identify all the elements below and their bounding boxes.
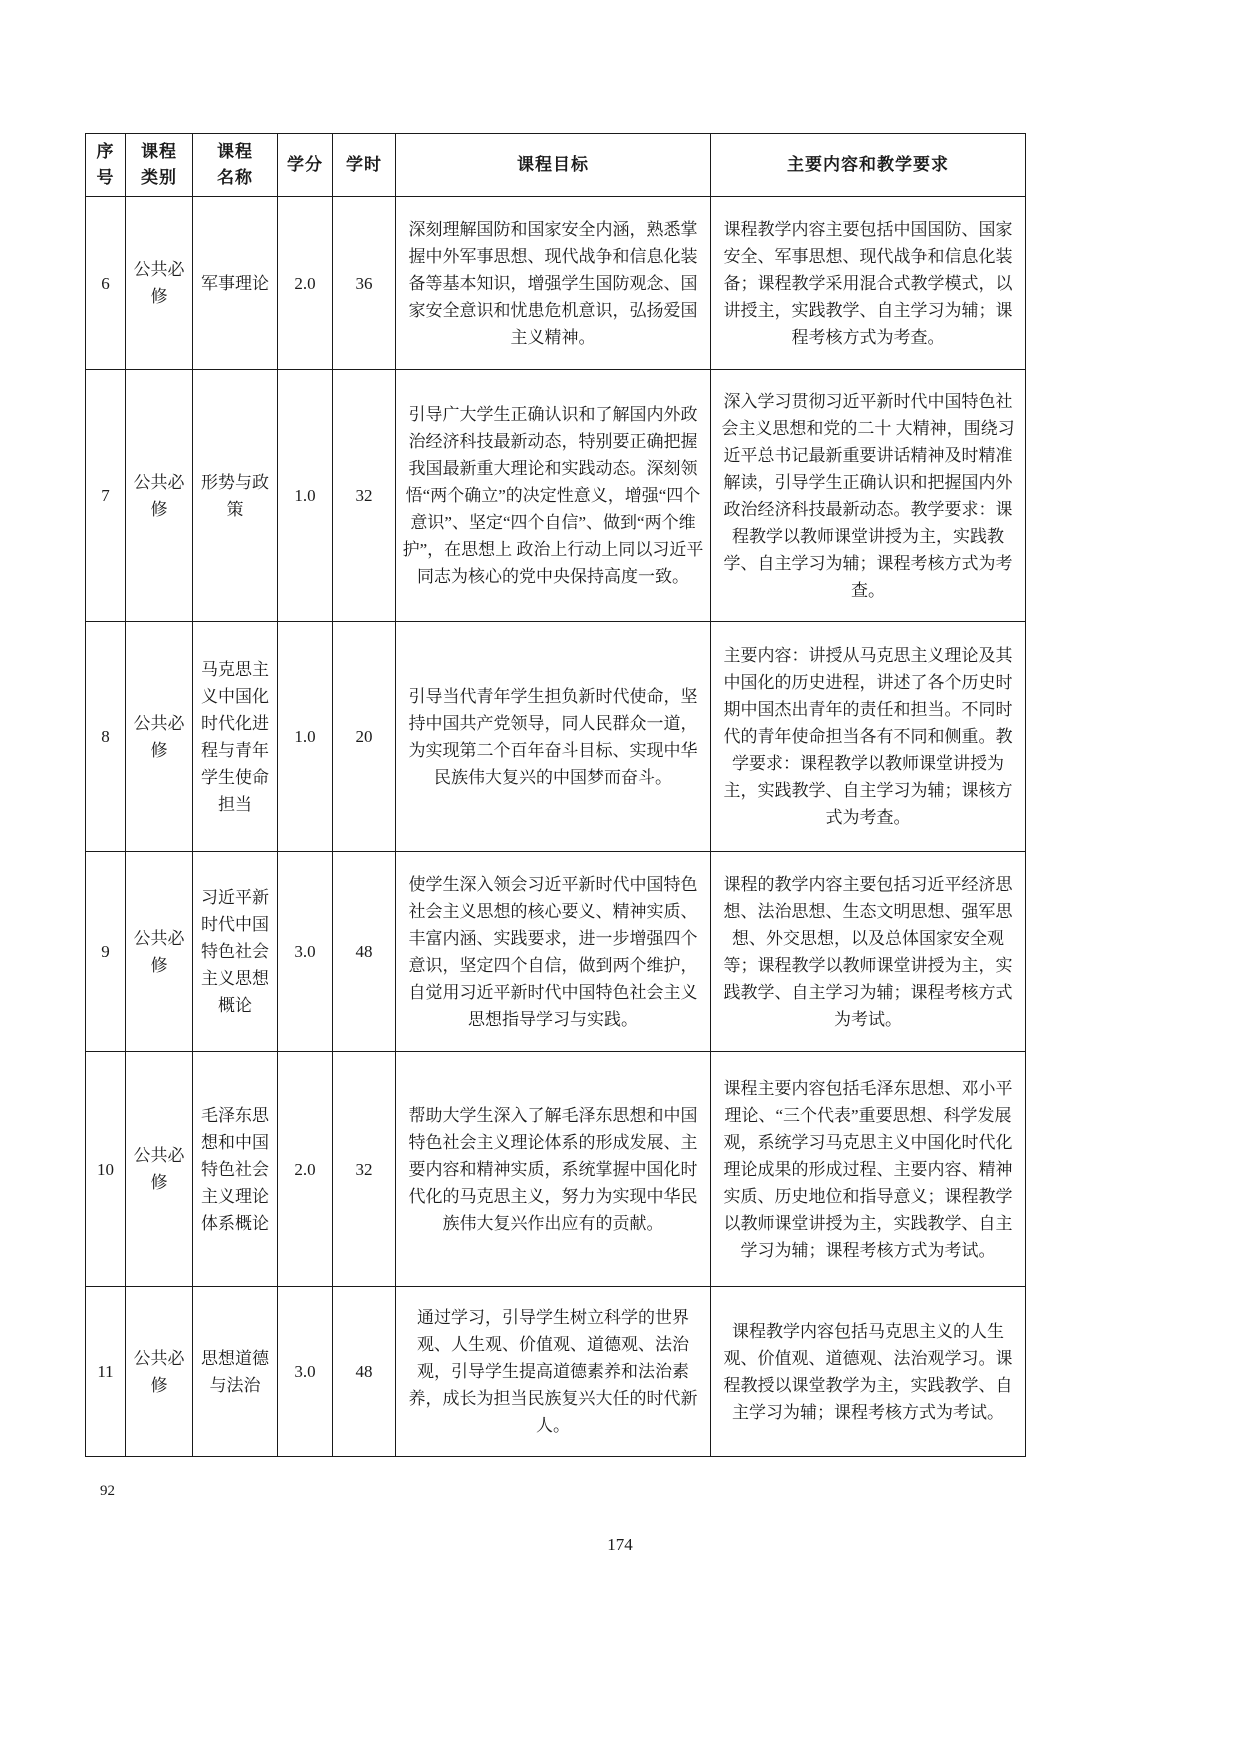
cell-content: 课程教学内容包括马克思主义的人生观、价值观、道德观、法治观学习。课程教授以课堂教学为主，实践教学、自主学习为辅；课程考核方式为考试。	[711, 1287, 1026, 1457]
header-cell-hours: 学时	[333, 134, 396, 197]
margin-note: 92	[100, 1483, 115, 1499]
cell-credits: 3.0	[278, 852, 333, 1052]
table-row	[86, 1287, 1026, 1457]
cell-objectives: 引导当代青年学生担负新时代使命，坚持中国共产党领导，同人民群众一道，为实现第二个百年奋斗目标、实现中华民族伟大复兴的中国梦而奋斗。	[396, 622, 711, 852]
cell-hours: 48	[333, 1287, 396, 1457]
cell-credits: 1.0	[278, 370, 333, 622]
cell-content: 课程的教学内容主要包括习近平经济思想、法治思想、生态文明思想、强军思想、外交思想，以及总体国家安全观等；课程教学以教师课堂讲授为主，实践教学、自主学习为辅；课程考核方式为考试。	[711, 852, 1026, 1052]
cell-name: 军事理论	[193, 197, 278, 370]
cell-content: 课程主要内容包括毛泽东思想、邓小平理论、“三个代表”重要思想、科学发展观，系统学习马克思主义中国化时代化理论成果的形成过程、主要内容、精神实质、历史地位和指导意义；课程教学以教师课堂讲授为主，实践教学、自主学习为辅；课程考核方式为考试。	[711, 1052, 1026, 1287]
table-row	[86, 1052, 1026, 1287]
cell-name: 形势与政策	[193, 370, 278, 622]
cell-objectives: 帮助大学生深入了解毛泽东思想和中国特色社会主义理论体系的形成发展、主要内容和精神实质，系统掌握中国化时代化的马克思主义，努力为实现中华民族伟大复兴作出应有的贡献。	[396, 1052, 711, 1287]
cell-name: 思想道德与法治	[193, 1287, 278, 1457]
cell-content: 主要内容：讲授从马克思主义理论及其中国化的历史进程，讲述了各个历史时期中国杰出青年的责任和担当。不同时代的青年使命担当各有不同和侧重。教学要求：课程教学以教师课堂讲授为主，实践教学、自主学习为辅；课核方式为考查。	[711, 622, 1026, 852]
cell-no: 10	[86, 1052, 126, 1287]
header-cell-credits: 学分	[278, 134, 333, 197]
cell-no: 6	[86, 197, 126, 370]
cell-objectives: 通过学习，引导学生树立科学的世界观、人生观、价值观、道德观、法治观，引导学生提高道德素养和法治素养，成长为担当民族复兴大任的时代新人。	[396, 1287, 711, 1457]
cell-credits: 3.0	[278, 1287, 333, 1457]
header-cell-category: 课程 类别	[126, 134, 193, 197]
cell-category: 公共必修	[126, 1052, 193, 1287]
cell-no: 7	[86, 370, 126, 622]
cell-hours: 36	[333, 197, 396, 370]
cell-objectives: 引导广大学生正确认识和了解国内外政治经济科技最新动态，特别要正确把握我国最新重大理论和实践动态。深刻领悟“两个确立”的决定性意义，增强“四个意识”、坚定“四个自信”、做到“两个维护”，在思想上 政治上行动上同以习近平同志为核心的党中央保持高度一致。	[396, 370, 711, 622]
cell-category: 公共必修	[126, 1287, 193, 1457]
cell-category: 公共必修	[126, 852, 193, 1052]
table-row	[86, 852, 1026, 1052]
table-row	[86, 197, 1026, 370]
course-table	[85, 133, 1026, 1457]
cell-credits: 2.0	[278, 197, 333, 370]
cell-hours: 32	[333, 1052, 396, 1287]
cell-hours: 48	[333, 852, 396, 1052]
cell-no: 9	[86, 852, 126, 1052]
page-number: 174	[607, 1535, 633, 1554]
cell-credits: 2.0	[278, 1052, 333, 1287]
table-row	[86, 370, 1026, 622]
header-cell-content: 主要内容和教学要求	[711, 134, 1026, 197]
cell-content: 课程教学内容主要包括中国国防、国家安全、军事思想、现代战争和信息化装备；课程教学采用混合式教学模式，以讲授主，实践教学、自主学习为辅；课程考核方式为考查。	[711, 197, 1026, 370]
header-cell-no: 序 号	[86, 134, 126, 197]
header-row	[86, 134, 1026, 197]
cell-no: 11	[86, 1287, 126, 1457]
cell-content: 深入学习贯彻习近平新时代中国特色社会主义思想和党的二十 大精神，围绕习近平总书记最新重要讲话精神及时精准解读，引导学生正确认识和把握国内外政治经济科技最新动态。教学要求：课程教学以教师课堂讲授为主，实践教学、自主学习为辅；课程考核方式为考查。	[711, 370, 1026, 622]
cell-objectives: 深刻理解国防和国家安全内涵，熟悉掌握中外军事思想、现代战争和信息化装备等基本知识，增强学生国防观念、国家安全意识和忧患危机意识，弘扬爱国主义精神。	[396, 197, 711, 370]
cell-category: 公共必修	[126, 197, 193, 370]
cell-name: 马克思主义中国化时代化进程与青年学生使命担当	[193, 622, 278, 852]
cell-category: 公共必修	[126, 370, 193, 622]
cell-category: 公共必修	[126, 622, 193, 852]
cell-hours: 20	[333, 622, 396, 852]
header-cell-objectives: 课程目标	[396, 134, 711, 197]
cell-name: 习近平新时代中国特色社会主义思想概论	[193, 852, 278, 1052]
cell-hours: 32	[333, 370, 396, 622]
cell-objectives: 使学生深入领会习近平新时代中国特色社会主义思想的核心要义、精神实质、丰富内涵、实践要求，进一步增强四个意识，坚定四个自信，做到两个维护，自觉用习近平新时代中国特色社会主义思想指导学习与实践。	[396, 852, 711, 1052]
cell-no: 8	[86, 622, 126, 852]
cell-credits: 1.0	[278, 622, 333, 852]
cell-name: 毛泽东思想和中国特色社会主义理论体系概论	[193, 1052, 278, 1287]
header-cell-name: 课程 名称	[193, 134, 278, 197]
table-row	[86, 622, 1026, 852]
